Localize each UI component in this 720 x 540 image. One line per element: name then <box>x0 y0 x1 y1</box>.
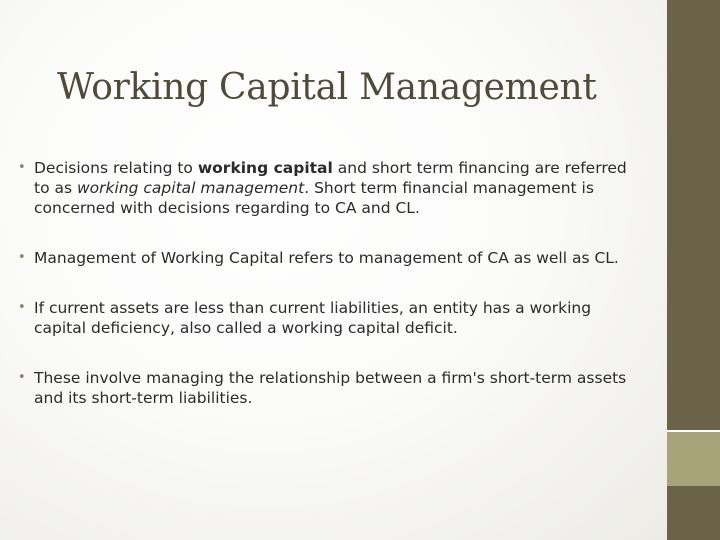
bullet-text-bold: working capital <box>197 159 333 177</box>
accent-block <box>667 432 720 486</box>
bullet-text-segment: These involve managing the relationship between a firm's short-term assets and its short-term liabilities. <box>34 369 627 407</box>
bullet-text-segment: Management of Working Capital refers to management of CA as well as CL. <box>34 249 619 267</box>
bullet-icon: • <box>18 160 26 175</box>
bullet-item <box>18 158 638 218</box>
bullet-icon: • <box>18 300 26 315</box>
bullet-text-segment: . Short term financial management is concerned with decisions regarding to CA and CL. <box>34 179 594 217</box>
bullet-icon: • <box>18 370 26 385</box>
bullet-list <box>18 158 638 438</box>
bullet-icon: • <box>18 250 26 265</box>
bullet-text-segment: and short term financing are referred to as <box>34 159 627 197</box>
bullet-item <box>18 298 638 338</box>
bullet-text-segment: Decisions relating to <box>34 159 198 177</box>
slide-title: Working Capital Management <box>57 67 597 108</box>
bullet-text-segment: If current assets are less than current liabilities, an entity has a working capital deficiency, also called a working capital deficit. <box>34 299 592 337</box>
accent-band-bottom <box>667 486 720 540</box>
bullet-item <box>18 248 638 268</box>
bullet-text-italic: working capital management <box>77 179 305 197</box>
accent-band <box>667 0 720 432</box>
bullet-item <box>18 368 638 408</box>
